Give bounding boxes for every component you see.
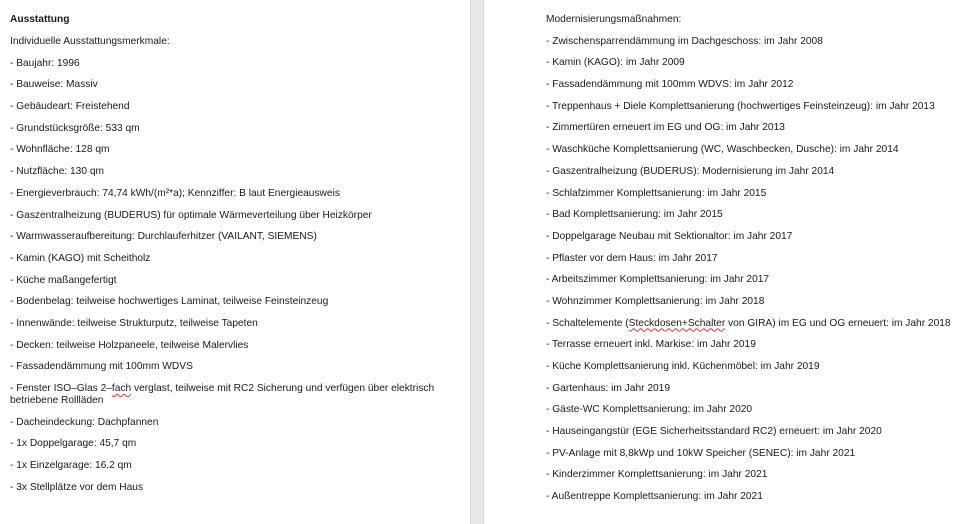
- modernisation-column: [546, 14, 956, 513]
- list-item: - Gebäudeart: Freistehend: [10, 101, 130, 113]
- list-item: - Dacheindeckung: Dachpfannen: [10, 416, 159, 428]
- list-item: - Gäste-WC Komplettsanierung: im Jahr 2020: [546, 404, 753, 416]
- text-run: von GIRA) im EG und OG erneuert: im Jahr 2018: [725, 317, 951, 329]
- list-item: - Außentreppe Komplettsanierung: im Jahr 2021: [546, 491, 763, 503]
- list-item: - Zimmertüren erneuert im EG und OG: im Jahr 2013: [546, 122, 785, 134]
- list-item: - Küche maßangefertigt: [10, 274, 117, 286]
- list-item: - PV-Anlage mit 8,8kWp und 10kW Speicher (SENEC): im Jahr 2021: [546, 447, 856, 459]
- text-run: - Fenster ISO–Glas 2–: [10, 383, 112, 394]
- document-page-right: [484, 0, 960, 524]
- list-item: - Innenwände: teilweise Strukturputz, teilweise Tapeten: [10, 317, 258, 329]
- list-item: - Warmwasseraufbereitung: Durchlauferhitzer (VAILANT, SIEMENS): [10, 231, 317, 243]
- list-item: - Pflaster vor dem Haus: im Jahr 2017: [546, 252, 718, 264]
- list-item: - Gaszentralheizung (BUDERUS): Modernisierung im Jahr 2014: [546, 165, 835, 177]
- list-item: - Decken: teilweise Holzpaneele, teilweise Malervlies: [10, 339, 249, 351]
- list-item: - Küche Komplettsanierung inkl. Küchenmöbel: im Jahr 2019: [546, 361, 820, 372]
- list-item-windows: [10, 383, 450, 407]
- spellcheck-flagged-word: Steckdosen+Schalter: [628, 317, 726, 329]
- list-item: - Baujahr: 1996: [10, 57, 80, 69]
- list-item: - Kamin (KAGO) mit Scheitholz: [10, 252, 151, 264]
- list-item: - Energieverbrauch: 74,74 kWh/(m²*a); Kennziffer: B laut Energieausweis: [10, 187, 340, 199]
- list-item: - Fassadendämmung mit 100mm WDVS: im Jahr 2012: [546, 79, 794, 91]
- list-item: - Kamin (KAGO): im Jahr 2009: [546, 57, 685, 69]
- page-gutter: [470, 0, 484, 524]
- list-item: - Doppelgarage Neubau mit Sektionaltor: im Jahr 2017: [546, 230, 793, 242]
- list-item: - Bodenbelag: teilweise hochwertiges Laminat, teilweise Feinsteinzeug: [10, 296, 329, 308]
- list-item: - Schlafzimmer Komplettsanierung: im Jahr 2015: [546, 187, 767, 199]
- section-subheading: Individuelle Ausstattungsmerkmale:: [10, 36, 170, 47]
- list-item: - Fassadendämmung mit 100mm WDVS: [10, 361, 193, 373]
- modernisation-list: [546, 36, 956, 503]
- list-item: - Bad Komplettsanierung: im Jahr 2015: [546, 209, 723, 221]
- list-item: - Arbeitszimmer Komplettsanierung: im Jahr 2017: [546, 274, 770, 286]
- list-item: - Terrasse erneuert inkl. Markise: im Jahr 2019: [546, 339, 756, 351]
- text-run: verglast, teilweise mit RC2 Sicherung und verfügen über elektrisch betriebene Rollläden: [10, 383, 435, 406]
- list-item: - Wohnfläche: 128 qm: [10, 144, 110, 156]
- section-heading-modernisation: Modernisierungsmaßnahmen:: [546, 14, 682, 25]
- list-item: - Gaszentralheizung (BUDERUS) für optimale Wärmeverteilung über Heizkörper: [10, 209, 372, 221]
- document-page-left: [0, 0, 470, 524]
- features-list: [10, 58, 450, 494]
- list-item: - 3x Stellplätze vor dem Haus: [10, 481, 144, 493]
- list-item: - Hauseingangstür (EGE Sicherheitsstandard RC2) erneuert: im Jahr 2020: [546, 426, 882, 438]
- section-heading: Ausstattung: [10, 14, 70, 25]
- spellcheck-flagged-word: fach: [111, 383, 132, 394]
- list-item: - Wohnzimmer Komplettsanierung: im Jahr 2018: [546, 295, 765, 307]
- list-item: - Treppenhaus + Diele Komplettsanierung (hochwertiges Feinsteinzeug): im Jahr 2013: [546, 100, 935, 112]
- list-item: - Gartenhaus: im Jahr 2019: [546, 382, 671, 394]
- list-item: - 1x Einzelgarage: 16,2 qm: [10, 460, 132, 472]
- list-item: - Waschküche Komplettsanierung (WC, Waschbecken, Dusche): im Jahr 2014: [546, 144, 899, 156]
- list-item-switches: [546, 318, 956, 330]
- list-item: - Zwischensparrendämmung im Dachgeschoss: im Jahr 2008: [546, 35, 823, 47]
- list-item: - 1x Doppelgarage: 45,7 qm: [10, 438, 137, 450]
- list-item: - Bauweise: Massiv: [10, 79, 98, 91]
- list-item: - Kinderzimmer Komplettsanierung: im Jahr 2021: [546, 469, 768, 481]
- list-item: - Grundstücksgröße: 533 qm: [10, 122, 140, 134]
- list-item: - Nutzfläche: 130 qm: [10, 166, 104, 178]
- text-run: - Schaltelemente (: [546, 317, 629, 329]
- features-column: [10, 14, 450, 503]
